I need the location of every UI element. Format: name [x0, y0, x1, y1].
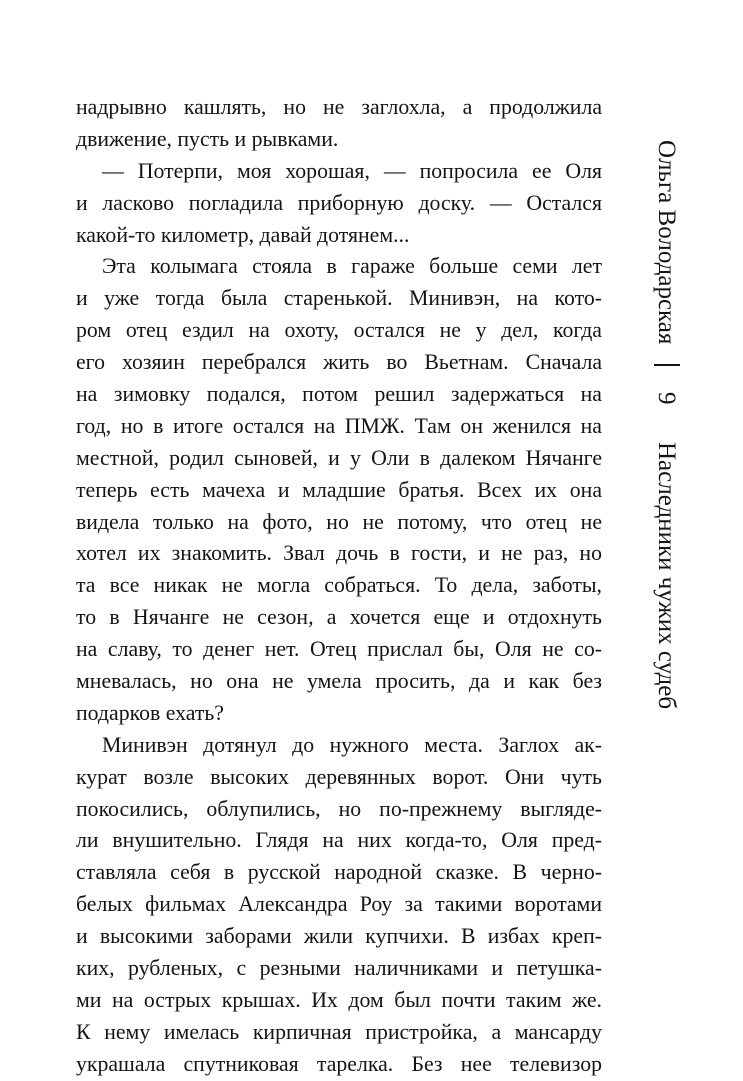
text-line: видела только на фото, но не потому, что отец не [76, 509, 602, 534]
text-line: покосились, облупились, но по-прежнему выгляде- [76, 796, 602, 821]
text-line: ми на острых крышах. Их дом был почти таким же. [76, 987, 602, 1012]
text-line: мневалась, но она не умела просить, да и как без [76, 669, 602, 694]
text-line: теперь есть мачеха и младшие братья. Всех их она [76, 477, 602, 502]
text-line: движение, пусть и рывками. [76, 126, 339, 151]
text-line: то в Нячанге не сезон, а хочется еще и отдохнуть [76, 605, 602, 630]
text-line: год, но в итоге остался на ПМЖ. Там он женился на [76, 413, 602, 438]
author-name: Ольга Володарская [653, 140, 680, 345]
text-line: подарков ехать? [76, 700, 224, 725]
book-title: Наследники чужих судеб [653, 442, 680, 710]
text-line: ставляла себя в русской народной сказке. В черно- [76, 860, 602, 885]
text-line: и ласково погладила приборную доску. — Остался [76, 190, 602, 215]
text-line: надрывно кашлять, но не заглохла, а продолжила [76, 95, 602, 119]
text-line: Эта колымага стояла в гараже больше семи лет [102, 254, 602, 279]
text-line: на славу, то денег нет. Отец прислал бы, Оля не со- [76, 637, 602, 662]
text-line: на зимовку подался, потом решил задержаться на [76, 382, 602, 407]
text-line: та все никак не могла собраться. То дела, заботы, [76, 573, 602, 598]
text-line: какой-то километр, давай дотянем... [76, 222, 410, 247]
text-line: Минивэн дотянул до нужного места. Заглох ак- [102, 732, 602, 757]
running-head-divider [654, 364, 680, 366]
body-text [76, 92, 602, 1081]
text-line: ром отец ездил на охоту, остался не у дел, когда [76, 318, 602, 343]
text-line: К нему имелась кирпичная пристройка, а мансарду [76, 1019, 602, 1044]
text-line: местной, родил сыновей, и у Оли в далеком Нячанге [76, 445, 602, 470]
text-line: — Потерпи, моя хорошая, — попросила ее Оля [102, 158, 602, 183]
text-line: и высокими заборами жили купчихи. В избах креп- [76, 924, 602, 949]
running-head [644, 140, 684, 980]
text-line: хотел их знакомить. Звал дочь в гости, и не раз, но [76, 541, 602, 566]
text-line: ли внушительно. Глядя на них когда-то, Оля пред- [76, 828, 602, 853]
text-line: курат возле высоких деревянных ворот. Они чуть [76, 764, 602, 789]
text-line: белых фильмах Александра Роу за такими воротами [76, 892, 602, 917]
text-line: и уже тогда была старенькой. Минивэн, на кото- [76, 286, 602, 311]
page-number: 9 [653, 392, 680, 405]
text-line: его хозяин перебрался жить во Вьетнам. Сначала [76, 350, 602, 375]
text-line: украшала спутниковая тарелка. Без нее телевизор [76, 1051, 602, 1076]
text-line: ких, рубленых, с резными наличниками и петушка- [76, 956, 602, 981]
